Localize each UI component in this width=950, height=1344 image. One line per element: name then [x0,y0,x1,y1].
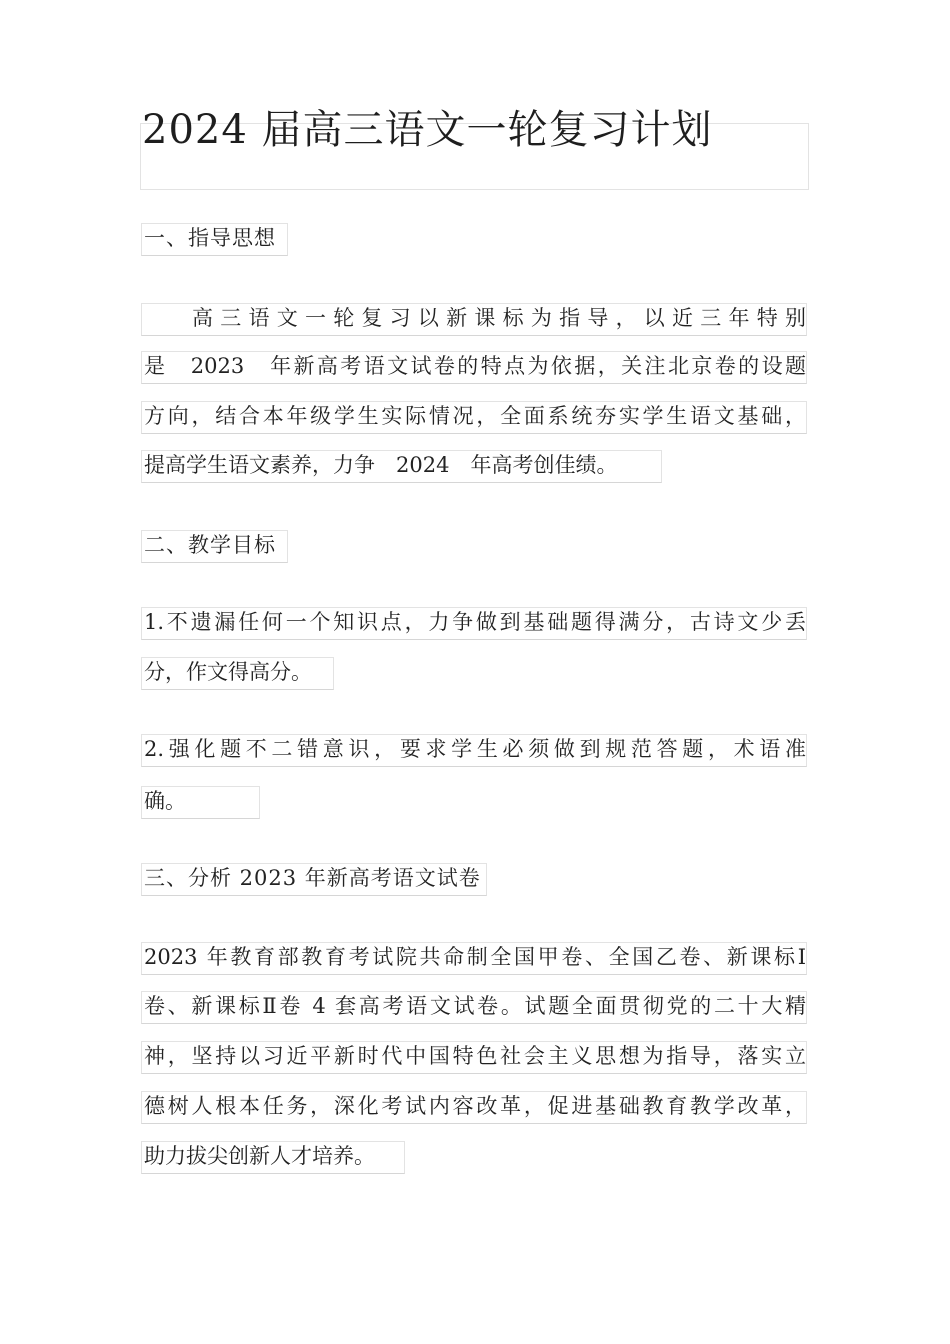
section-heading-exam-analysis: 三、分析 2023 年新高考语文试卷 [141,863,487,896]
goal-item-line: 确。 [141,786,260,819]
paragraph-line: 方向，结合本年级学生实际情况，全面系统夯实学生语文基础， [141,401,807,434]
section-heading-teaching-goals: 二、教学目标 [141,530,288,563]
paragraph-line: 提高学生语文素养，力争 2024 年高考创佳绩。 [141,450,662,483]
section-heading-guiding-thought: 一、指导思想 [141,223,288,256]
paragraph-line: 德树人根本任务，深化考试内容改革，促进基础教育教学改革， [141,1091,807,1124]
goal-item-line: 分，作文得高分。 [141,657,334,690]
paragraph-line: 高 三 语 文 一 轮 复 习 以 新 课 标 为 指 导 ， 以 近 三 年 特 别 [141,303,807,336]
document-title: 2024 届高三语文一轮复习计划 [142,107,713,153]
paragraph-line: 助力拔尖创新人才培养。 [141,1141,405,1174]
paragraph-line: 卷、新课标Ⅱ卷 4 套高考语文试卷。试题全面贯彻党的二十大精 [141,991,807,1024]
paragraph-line: 2023 年教育部教育考试院共命制全国甲卷、全国乙卷、新课标Ⅰ [141,942,807,975]
goal-item-line: 1.不遗漏任何一个知识点，力争做到基础题得满分，古诗文少丢 [141,607,807,640]
goal-item-line: 2.强化题不二错意识，要求学生必须做到规范答题，术语准 [141,734,807,767]
paragraph-line: 是 2023 年新高考语文试卷的特点为依据，关注北京卷的设题 [141,351,807,384]
paragraph-line: 神，坚持以习近平新时代中国特色社会主义思想为指导，落实立 [141,1041,807,1074]
